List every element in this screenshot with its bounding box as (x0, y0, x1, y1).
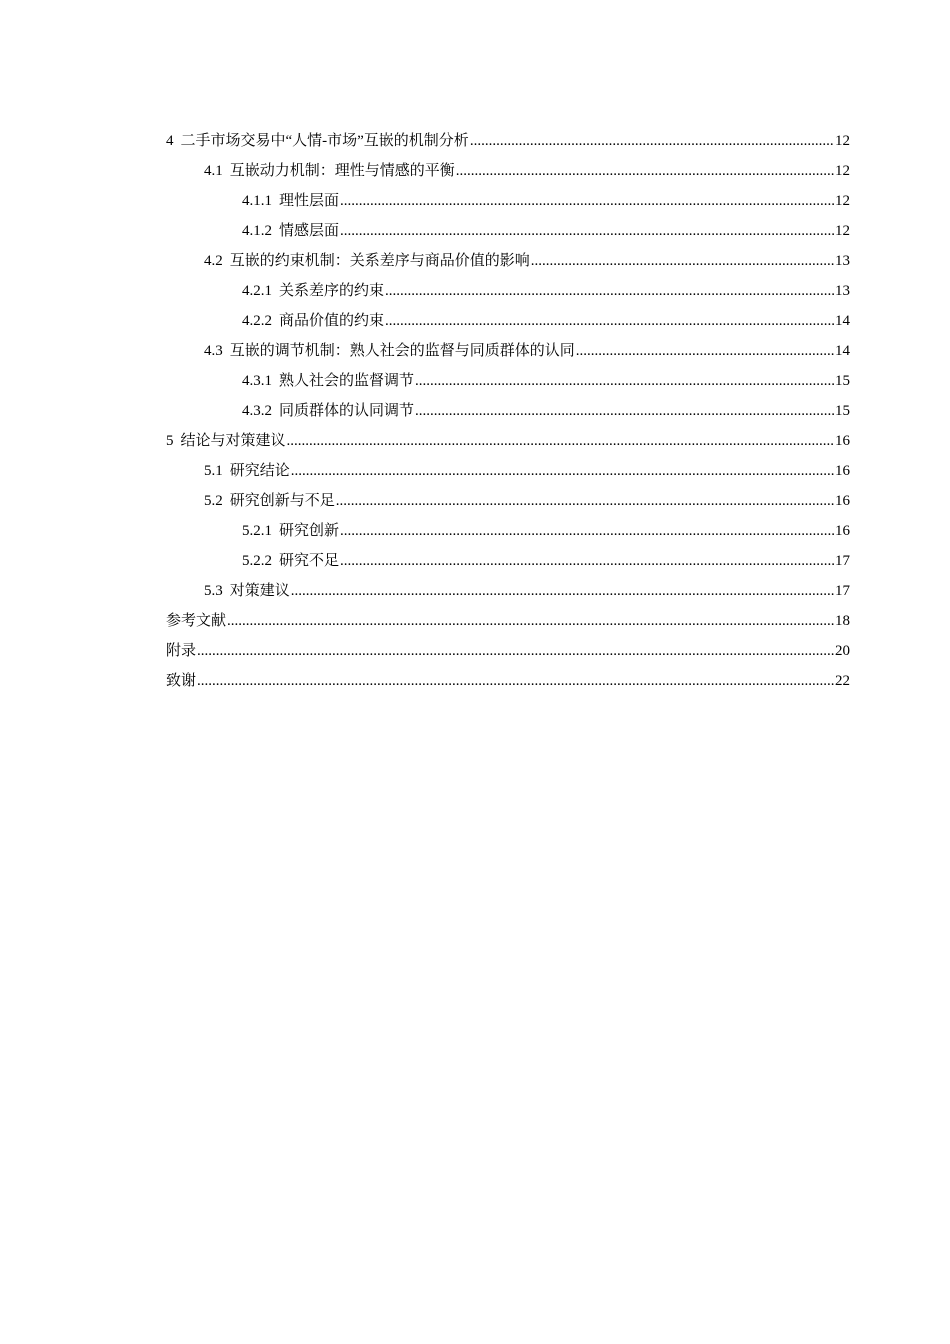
toc-entry-title: 商品价值的约束 (279, 313, 385, 329)
toc-entry-title: 互嵌的调节机制：熟人社会的监督与同质群体的认同 (229, 343, 575, 359)
toc-entry-number: 5.3 (204, 583, 223, 599)
toc-entry-5-1[interactable] (166, 456, 850, 486)
toc-dot-leader (287, 426, 834, 456)
toc-entry-page: 16 (835, 493, 850, 509)
toc-entry-number: 4 (166, 133, 174, 149)
toc-dot-leader (385, 306, 834, 336)
toc-entry-page: 20 (835, 643, 850, 659)
toc-entry-page: 16 (835, 433, 850, 449)
toc-entry-title: 二手市场交易中“人情-市场”互嵌的机制分析 (180, 133, 469, 149)
toc-entry-title: 参考文献 (166, 613, 227, 629)
toc-dot-leader (456, 156, 834, 186)
toc-entry-title: 研究不足 (279, 553, 340, 569)
toc-entry-5-3[interactable] (166, 576, 850, 606)
toc-entry-4-2[interactable] (166, 246, 850, 276)
toc-entry-number: 4.1.1 (242, 193, 272, 209)
toc-entry-4-3-1[interactable] (166, 366, 850, 396)
toc-entry-appendix[interactable] (166, 636, 850, 666)
toc-entry-number: 4.1 (204, 163, 223, 179)
toc-dot-leader (336, 486, 834, 516)
toc-entry-title: 附录 (166, 643, 197, 659)
toc-entry-4-2-2[interactable] (166, 306, 850, 336)
toc-entry-page: 13 (835, 253, 850, 269)
toc-dot-leader (291, 456, 834, 486)
toc-entry-references[interactable] (166, 606, 850, 636)
toc-dot-leader (340, 546, 834, 576)
toc-entry-title: 关系差序的约束 (279, 283, 385, 299)
toc-entry-chapter-4[interactable] (166, 126, 850, 156)
toc-dot-leader (415, 396, 834, 426)
toc-dot-leader (340, 186, 834, 216)
toc-entry-number: 4.3.1 (242, 373, 272, 389)
toc-entry-title: 研究结论 (229, 463, 290, 479)
toc-dot-leader (291, 576, 834, 606)
toc-entry-page: 15 (835, 403, 850, 419)
toc-entry-number: 4.2 (204, 253, 223, 269)
toc-entry-page: 22 (835, 673, 850, 689)
toc-entry-4-2-1[interactable] (166, 276, 850, 306)
toc-dot-leader (340, 516, 834, 546)
toc-entry-number: 4.3.2 (242, 403, 272, 419)
toc-dot-leader (576, 336, 834, 366)
toc-entry-title: 致谢 (166, 673, 197, 689)
toc-entry-chapter-5[interactable] (166, 426, 850, 456)
toc-entry-number: 5 (166, 433, 174, 449)
toc-entry-page: 13 (835, 283, 850, 299)
toc-dot-leader (531, 246, 834, 276)
toc-entry-page: 16 (835, 523, 850, 539)
toc-entry-4-1-2[interactable] (166, 216, 850, 246)
toc-dot-leader (385, 276, 834, 306)
toc-dot-leader (415, 366, 834, 396)
toc-entry-number: 4.3 (204, 343, 223, 359)
toc-entry-page: 14 (835, 343, 850, 359)
toc-entry-page: 12 (835, 193, 850, 209)
toc-entry-number: 5.2.1 (242, 523, 272, 539)
toc-entry-number: 4.2.2 (242, 313, 272, 329)
toc-entry-page: 17 (835, 553, 850, 569)
toc-entry-title: 对策建议 (229, 583, 290, 599)
toc-entry-page: 16 (835, 463, 850, 479)
toc-entry-page: 12 (835, 163, 850, 179)
toc-entry-number: 5.2.2 (242, 553, 272, 569)
toc-dot-leader (340, 216, 834, 246)
toc-dot-leader (197, 666, 834, 696)
toc-dot-leader (470, 126, 834, 156)
toc-entry-4-1-1[interactable] (166, 186, 850, 216)
toc-entry-title: 互嵌的约束机制：关系差序与商品价值的影响 (229, 253, 530, 269)
toc-entry-5-2[interactable] (166, 486, 850, 516)
toc-dot-leader (227, 606, 834, 636)
toc-entry-page: 17 (835, 583, 850, 599)
toc-entry-page: 12 (835, 133, 850, 149)
toc-entry-4-3[interactable] (166, 336, 850, 366)
toc-entry-page: 14 (835, 313, 850, 329)
toc-entry-5-2-1[interactable] (166, 516, 850, 546)
toc-entry-title: 情感层面 (279, 223, 340, 239)
toc-entry-title: 熟人社会的监督调节 (279, 373, 415, 389)
toc-entry-page: 15 (835, 373, 850, 389)
toc-dot-leader (197, 636, 834, 666)
toc-entry-title: 互嵌动力机制：理性与情感的平衡 (229, 163, 455, 179)
toc-entry-title: 研究创新 (279, 523, 340, 539)
toc-entry-title: 理性层面 (279, 193, 340, 209)
toc-entry-title: 结论与对策建议 (180, 433, 286, 449)
toc-entry-page: 12 (835, 223, 850, 239)
toc-entry-5-2-2[interactable] (166, 546, 850, 576)
toc-entry-acknowledgements[interactable] (166, 666, 850, 696)
toc-entry-title: 研究创新与不足 (229, 493, 335, 509)
toc-entry-number: 4.1.2 (242, 223, 272, 239)
toc-entry-4-1[interactable] (166, 156, 850, 186)
toc-entry-page: 18 (835, 613, 850, 629)
toc-entry-4-3-2[interactable] (166, 396, 850, 426)
table-of-contents (166, 126, 850, 696)
toc-entry-number: 4.2.1 (242, 283, 272, 299)
toc-entry-title: 同质群体的认同调节 (279, 403, 415, 419)
toc-entry-number: 5.2 (204, 493, 223, 509)
toc-entry-number: 5.1 (204, 463, 223, 479)
